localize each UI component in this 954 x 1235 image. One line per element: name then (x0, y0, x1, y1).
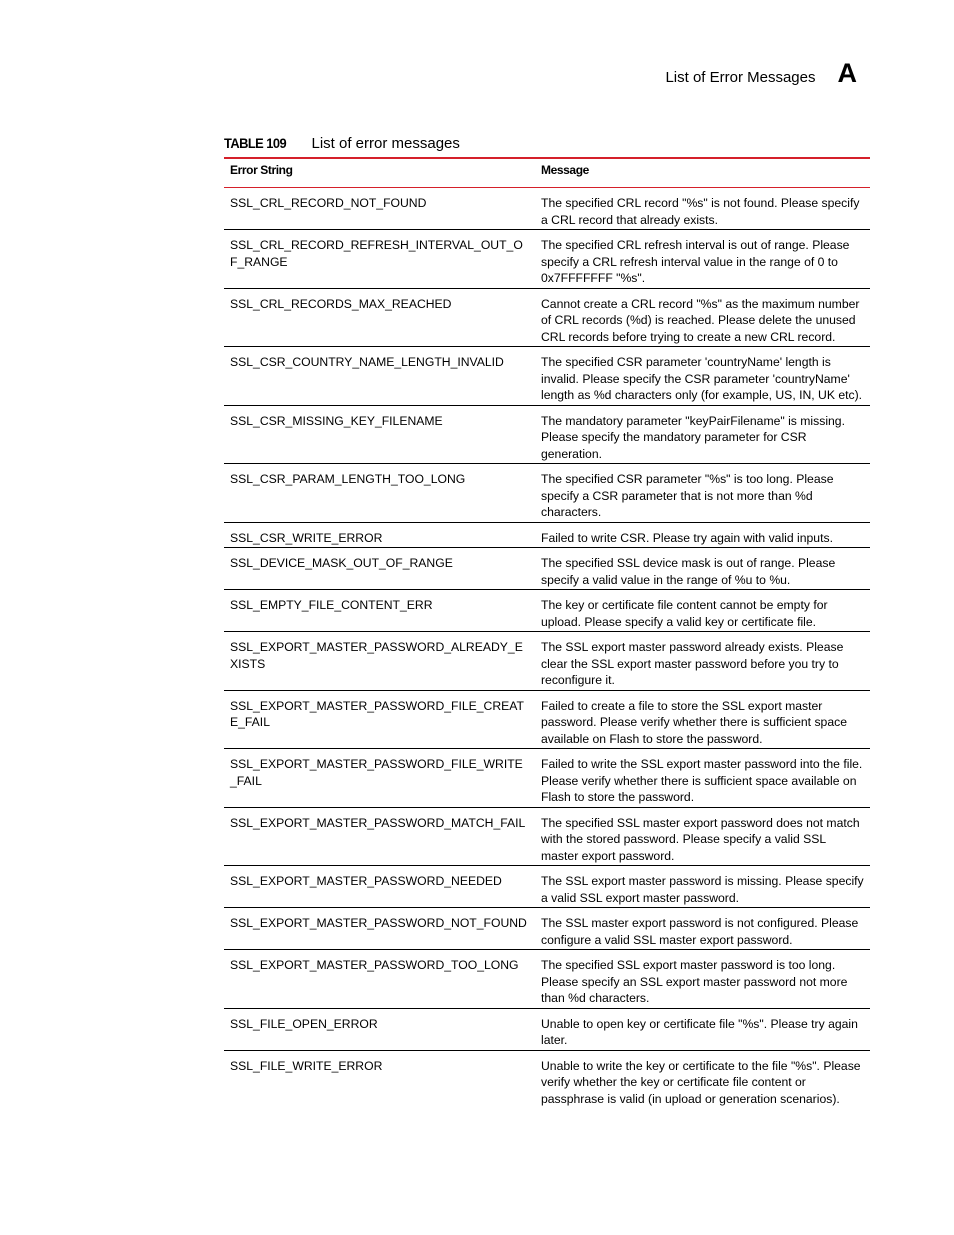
table-row (224, 1050, 870, 1108)
message-cell: The specified CRL refresh interval is out of range. Please specify a CRL refresh interval value in the range of 0 to 0x7FFFFFFF "%s". (535, 230, 870, 289)
error-string-cell: SSL_FILE_WRITE_ERROR (230, 1058, 383, 1073)
column-header-message: Message (535, 158, 870, 188)
table-row (224, 807, 870, 866)
table-row (224, 548, 870, 590)
message-cell: The specified CSR parameter 'countryName' length is invalid. Please specify the CSR parameter 'countryName' length as %d characters only (for example, US, IN, UK etc). (535, 347, 870, 406)
message-cell: Cannot create a CRL record "%s" as the maximum number of CRL records (%d) is reached. Please delete the unused CRL records before trying to create a new CRL record. (535, 288, 870, 347)
table-row (224, 950, 870, 1009)
error-string-cell: SSL_CSR_COUNTRY_NAME_LENGTH_INVALID (224, 347, 535, 406)
message-cell: The specified SSL device mask is out of range. Please specify a valid value in the range of %u to %u. (535, 548, 870, 590)
message-cell: Failed to write CSR. Please try again with valid inputs. (535, 522, 870, 548)
error-string-cell: SSL_CSR_MISSING_KEY_FILENAME (224, 405, 535, 464)
table-row (224, 347, 870, 406)
error-messages-table (224, 157, 870, 1108)
message-cell: The SSL master export password is not configured. Please configure a valid SSL master export password. (535, 908, 870, 950)
message-cell: Failed to write the SSL export master password into the file. Please verify whether there is sufficient space available on Flash to store the password. (535, 749, 870, 808)
table-number: TABLE 109 (224, 135, 287, 151)
message-cell: The specified CSR parameter "%s" is too long. Please specify a CSR parameter that is not more than %d characters. (535, 464, 870, 523)
table-row (224, 1008, 870, 1050)
message-cell: The mandatory parameter "keyPairFilename" is missing. Please specify the mandatory parameter for CSR generation. (535, 405, 870, 464)
message-cell: The specified SSL master export password does not match with the stored password. Please specify a valid SSL master export password. (535, 807, 870, 866)
table-row (224, 230, 870, 289)
error-string-cell: SSL_EXPORT_MASTER_PASSWORD_ALREADY_EXISTS (224, 632, 535, 691)
column-header-error-string: Error String (224, 158, 535, 188)
table-row (224, 405, 870, 464)
error-string-cell: SSL_CRL_RECORDS_MAX_REACHED (224, 288, 535, 347)
table-title: List of error messages (311, 135, 460, 152)
error-string-cell: SSL_FILE_OPEN_ERROR (224, 1008, 535, 1050)
error-string-cell: SSL_CSR_PARAM_LENGTH_TOO_LONG (224, 464, 535, 523)
running-header (665, 58, 857, 89)
table-row (224, 288, 870, 347)
error-string-cell: SSL_CRL_RECORD_REFRESH_INTERVAL_OUT_OF_RANGE (224, 230, 535, 289)
error-string-cell: SSL_CSR_WRITE_ERROR (224, 522, 535, 548)
error-string-cell: SSL_EXPORT_MASTER_PASSWORD_FILE_CREATE_FAIL (224, 690, 535, 749)
error-string-cell: SSL_EMPTY_FILE_CONTENT_ERR (224, 590, 535, 632)
table-row (224, 590, 870, 632)
appendix-letter: A (837, 58, 857, 88)
message-cell: The specified CRL record "%s" is not found. Please specify a CRL record that already exists. (535, 188, 870, 230)
error-string-cell: SSL_EXPORT_MASTER_PASSWORD_NOT_FOUND (224, 908, 535, 950)
message-cell: Unable to open key or certificate file "%s". Please try again later. (535, 1008, 870, 1050)
message-cell: The specified SSL export master password is too long. Please specify an SSL export master password not more than %d characters. (535, 950, 870, 1009)
message-cell: The SSL export master password is missing. Please specify a valid SSL export master password. (535, 866, 870, 908)
table-row (224, 866, 870, 908)
error-string-cell: SSL_EXPORT_MASTER_PASSWORD_TOO_LONG (224, 950, 535, 1009)
table-row (224, 188, 870, 230)
header-title: List of Error Messages (665, 69, 816, 86)
table-row (224, 632, 870, 691)
message-cell: Unable to write the key or certificate to the file "%s". Please verify whether the key or certificate file content or passphrase is valid (in upload or generation scenarios). (541, 1058, 861, 1106)
error-string-cell: SSL_EXPORT_MASTER_PASSWORD_FILE_WRITE_FAIL (224, 749, 535, 808)
table-caption (224, 135, 460, 152)
table-row (224, 908, 870, 950)
message-cell: Failed to create a file to store the SSL export master password. Please verify whether there is sufficient space available on Flash to store the password. (535, 690, 870, 749)
error-string-cell: SSL_EXPORT_MASTER_PASSWORD_MATCH_FAIL (224, 807, 535, 866)
table-row (224, 690, 870, 749)
table-header-row (224, 158, 870, 188)
error-string-cell: SSL_EXPORT_MASTER_PASSWORD_NEEDED (224, 866, 535, 908)
message-cell: The SSL export master password already exists. Please clear the SSL export master password before you try to reconfigure it. (535, 632, 870, 691)
table-row (224, 464, 870, 523)
error-string-cell: SSL_DEVICE_MASK_OUT_OF_RANGE (224, 548, 535, 590)
message-cell: The key or certificate file content cannot be empty for upload. Please specify a valid key or certificate file. (535, 590, 870, 632)
table-row (224, 749, 870, 808)
table-body (224, 188, 870, 1109)
table-row (224, 522, 870, 548)
error-string-cell: SSL_CRL_RECORD_NOT_FOUND (224, 188, 535, 230)
